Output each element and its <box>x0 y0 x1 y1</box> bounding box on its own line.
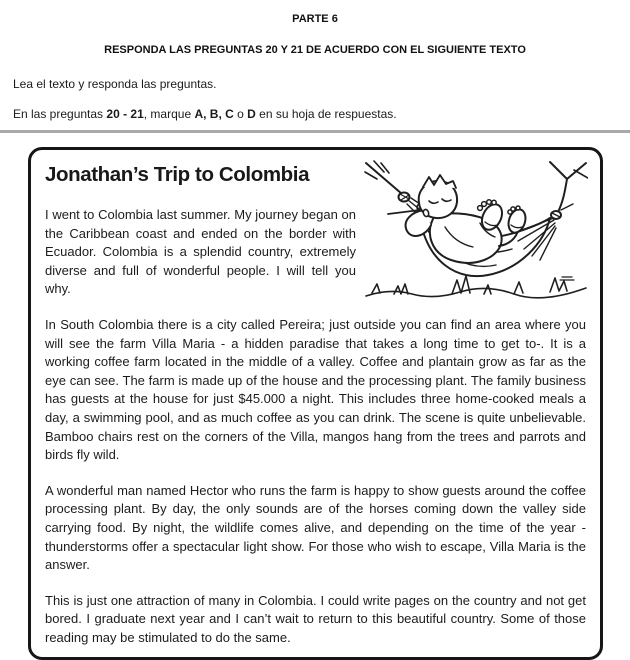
instruction-2-options-abc: A, B, C <box>194 107 234 121</box>
instruction-2-option-d: D <box>247 107 256 121</box>
instruction-2-pre: En las preguntas <box>13 107 107 121</box>
tree-branch-right-icon <box>550 162 588 219</box>
part-label: PARTE 6 <box>292 13 338 25</box>
instruction-line-1: Lea el texto y responda las preguntas. <box>13 77 217 91</box>
hammock-illustration <box>364 160 588 306</box>
instruction-2-mid1: , marque <box>143 107 195 121</box>
grass-icon <box>366 276 586 298</box>
reading-paragraph-1: I went to Colombia last summer. My journey began on the Caribbean coast and ended on the border with Ecuador. Colombia is a splendid country, extremely diverse and full of wonderful people. I will tell you why. <box>45 207 356 297</box>
reading-text-box <box>28 147 603 660</box>
instruction-2-mid2: o <box>233 107 248 121</box>
instructions-heading: RESPONDA LAS PREGUNTAS 20 Y 21 DE ACUERDO CON EL SIGUIENTE TEXTO <box>104 44 526 56</box>
reading-paragraph-2: In South Colombia there is a city called Pereira; just outside you can find an area where you will see the farm Villa Maria - a hidden paradise that takes a long time to get to-. It is a working coffee farm located in the middle of a valley. Coffee and plantain grow as far as the eye can see. The farm is made up of the house and the processing plant. The family business has guests at the house for just $45.000 a night. This includes three home-cooked meals a day, a swimming pool, and as much coffee as you can drink. The scene is quite unbelievable. Bamboo chairs rest on the corners of the Villa, mangos hang from the trees and parrots and birds fly wild. <box>45 316 586 463</box>
reading-paragraph-3: A wonderful man named Hector who runs the farm is happy to show guests around the coffee processing plant. By day, the only sounds are of the horses coming down the valley side carrying food. By night, the wildlife comes alive, and depending on the time of the year - thunderstorms offer a spectacular light show. For those who wish to escape, Villa Maria is the answer. <box>45 482 586 573</box>
instruction-2-post: en su hoja de respuestas. <box>255 107 397 121</box>
instruction-2-question-range: 20 - 21 <box>106 107 144 121</box>
hammock-illustration-svg <box>364 160 588 306</box>
section-divider <box>0 130 630 133</box>
instruction-line-2 <box>0 107 630 121</box>
reading-title: Jonathan’s Trip to Colombia <box>45 163 310 186</box>
reading-paragraph-4: This is just one attraction of many in Colombia. I could write pages on the country and not get bored. I graduate next year and I can’t wait to return to this beautiful country. Some of those reading may be stimulated to do the same. <box>45 592 586 645</box>
